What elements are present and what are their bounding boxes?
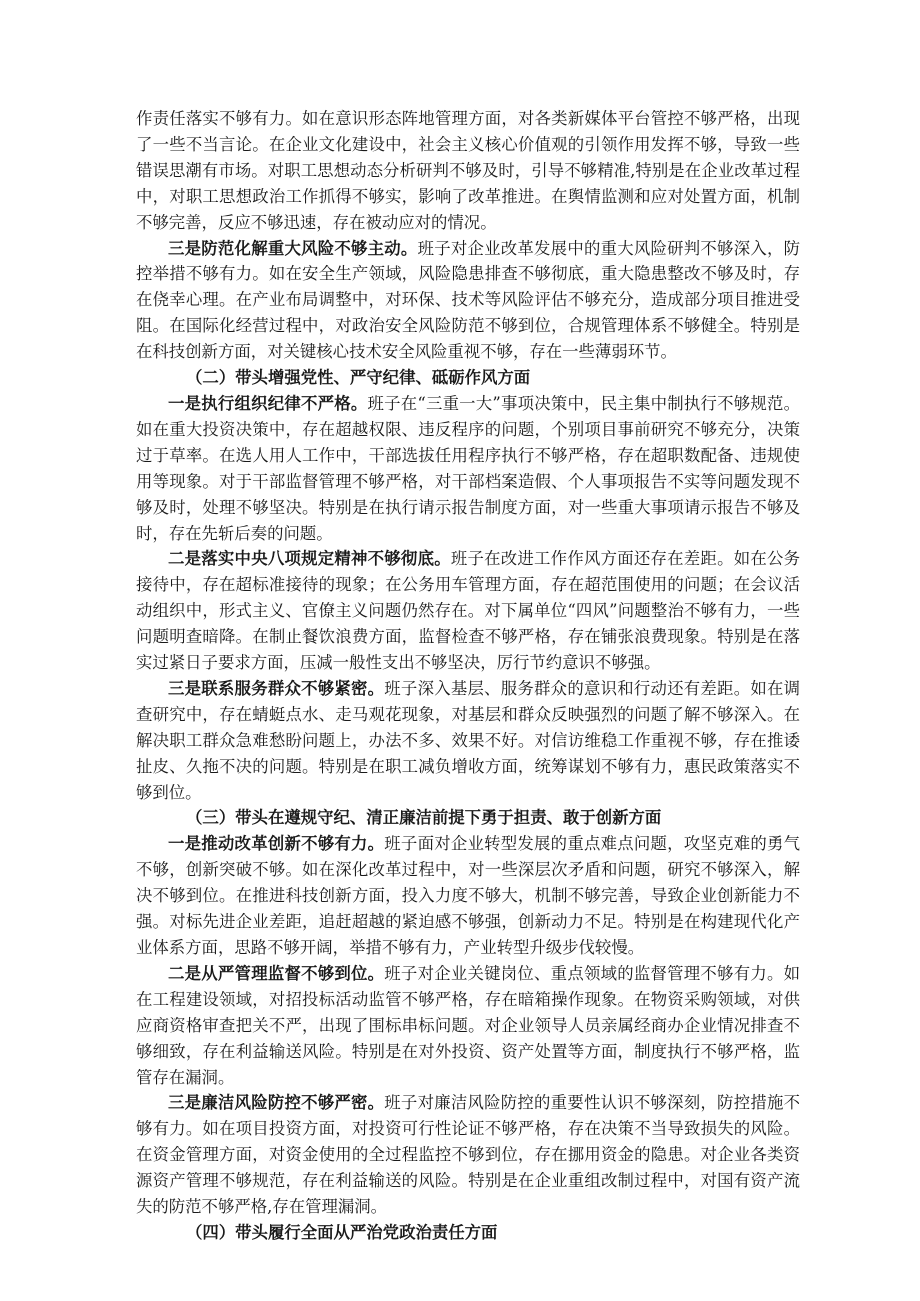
- paragraph-2: [136, 236, 800, 366]
- paragraph-5: [136, 676, 800, 806]
- paragraph-body: 班子在改进工作作风方面还存在差距。如在公务接待中，存在超标准接待的现象；在公务用车管理方面，存在超范围使用的问题；在会议活动组织中，形式主义、官僚主义问题仍然存在。对下属单位“四风”问题整治不够有力，一些问题明查暗降。在制止餐饮浪费方面，监督检查不够严格，存在铺张浪费现象。特别是在落实过紧日子要求方面，压减一般性支出不够坚决，厉行节约意识不够强。: [136, 549, 801, 673]
- paragraph-lead: 三是防范化解重大风险不够主动。: [168, 238, 418, 258]
- paragraph-8: [136, 1090, 800, 1220]
- paragraph-3: [136, 391, 800, 546]
- paragraph-1: [136, 106, 800, 236]
- paragraph-body: 班子面对企业转型发展的重点难点问题，攻坚克难的勇气不够，创新突破不够。如在深化改革过程中，对一些深层次矛盾和问题，研究不够深入，解决不够到位。在推进科技创新方面，投入力度不够大，机制不够完善，导致企业创新能力不强。对标先进企业差距，追赶超越的紧迫感不够强，创新动力不足。特别是在构建现代化产业体系方面，思路不够开阔，举措不够有力，产业转型升级步伐较慢。: [136, 834, 801, 957]
- paragraph-6: [136, 831, 800, 961]
- paragraph-lead: 三是廉洁风险防控不够严密。: [168, 1093, 385, 1113]
- paragraph-lead: 二是落实中央八项规定精神不够彻底。: [168, 549, 451, 569]
- paragraph-body: 作责任落实不够有力。如在意识形态阵地管理方面，对各类新媒体平台管控不够严格，出现了一些不当言论。在企业文化建设中，社会主义核心价值观的引领作用发挥不够，导致一些错误思潮有市场。对职工思想动态分析研判不够及时，引导不够精准,特别是在企业改革过程中，对职工思想政治工作抓得不够实，影响了改革推进。在舆情监测和应对处置方面，机制不够完善，反应不够迅速，存在被动应对的情况。: [136, 109, 800, 232]
- paragraph-body: 班子在“三重一大”事项决策中，民主集中制执行不够规范。如在重大投资决策中，存在超越权限、违反程序的问题，个别项目事前研究不够充分，决策过于草率。在选人用人工作中，干部选拔任用程序执行不够严格，存在超职数配备、违规使用等现象。对于干部监督管理不够严格，对干部档案造假、个人事项报告不实等问题发现不够及时，处理不够坚决。特别是在执行请示报告制度方面，对一些重大事项请示报告不够及时，存在先斩后奏的问题。: [136, 393, 800, 543]
- paragraph-body: 班子深入基层、服务群众的意识和行动还有差距。如在调查研究中，存在蜻蜓点水、走马观花现象，对基层和群众反映强烈的问题了解不够深入。在解决职工群众急难愁盼问题上，办法不多、效果不好。对信访维稳工作重视不够，存在推诿扯皮、久拖不决的问题。特别是在职工减负增收方面，统筹谋划不够有力，惠民政策落实不够到位。: [136, 678, 801, 802]
- paragraph-body: 班子对企业改革发展中的重大风险研判不够深入，防控举措不够有力。如在安全生产领域，风险隐患排查不够彻底，重大隐患整改不够及时，存在侥幸心理。在产业布局调整中，对环保、技术等风险评估不够充分，造成部分项目推进受阻。在国际化经营过程中，对政治安全风险防范不够到位，合规管理体系不够健全。特别是在科技创新方面，对关键核心技术安全风险重视不够，存在一些薄弱环节。: [136, 238, 801, 362]
- paragraph-body: 班子对廉洁风险防控的重要性认识不够深刻，防控措施不够有力。如在项目投资方面，对投资可行性论证不够严格，存在决策不当导致损失的风险。在资金管理方面，对资金使用的全过程监控不够到位，存在挪用资金的隐患。对企业各类资源资产管理不够规范，存在利益输送的风险。特别是在企业重组改制过程中，对国有资产流失的防范不够严格,存在管理漏洞。: [136, 1093, 801, 1217]
- section-heading-2: （二）带头增强党性、严守纪律、砥砺作风方面: [186, 368, 531, 388]
- paragraph-7: [136, 961, 800, 1091]
- paragraph-4: [136, 546, 800, 676]
- section-heading-3: （三）带头在遵规守纪、清正廉洁前提下勇于担责、敢于创新方面: [186, 808, 662, 828]
- paragraph-body: 班子对企业关键岗位、重点领域的监督管理不够有力。如在工程建设领域，对招投标活动监管不够严格，存在暗箱操作现象。在物资采购领域，对供应商资格审查把关不严，出现了围标串标问题。对企业领导人员亲属经商办企业情况排查不够细致，存在利益输送风险。特别是在对外投资、资产处置等方面，制度执行不够严格，监管存在漏洞。: [136, 963, 801, 1087]
- paragraph-lead: 一是执行组织纪律不严格。: [168, 393, 368, 413]
- document-page: [136, 106, 800, 1246]
- paragraph-lead: 一是推动改革创新不够有力。: [168, 834, 385, 854]
- paragraph-lead: 三是联系服务群众不够紧密。: [168, 678, 385, 698]
- section-heading-4: （四）带头履行全面从严治党政治责任方面: [186, 1222, 498, 1242]
- paragraph-lead: 二是从严管理监督不够到位。: [168, 963, 385, 983]
